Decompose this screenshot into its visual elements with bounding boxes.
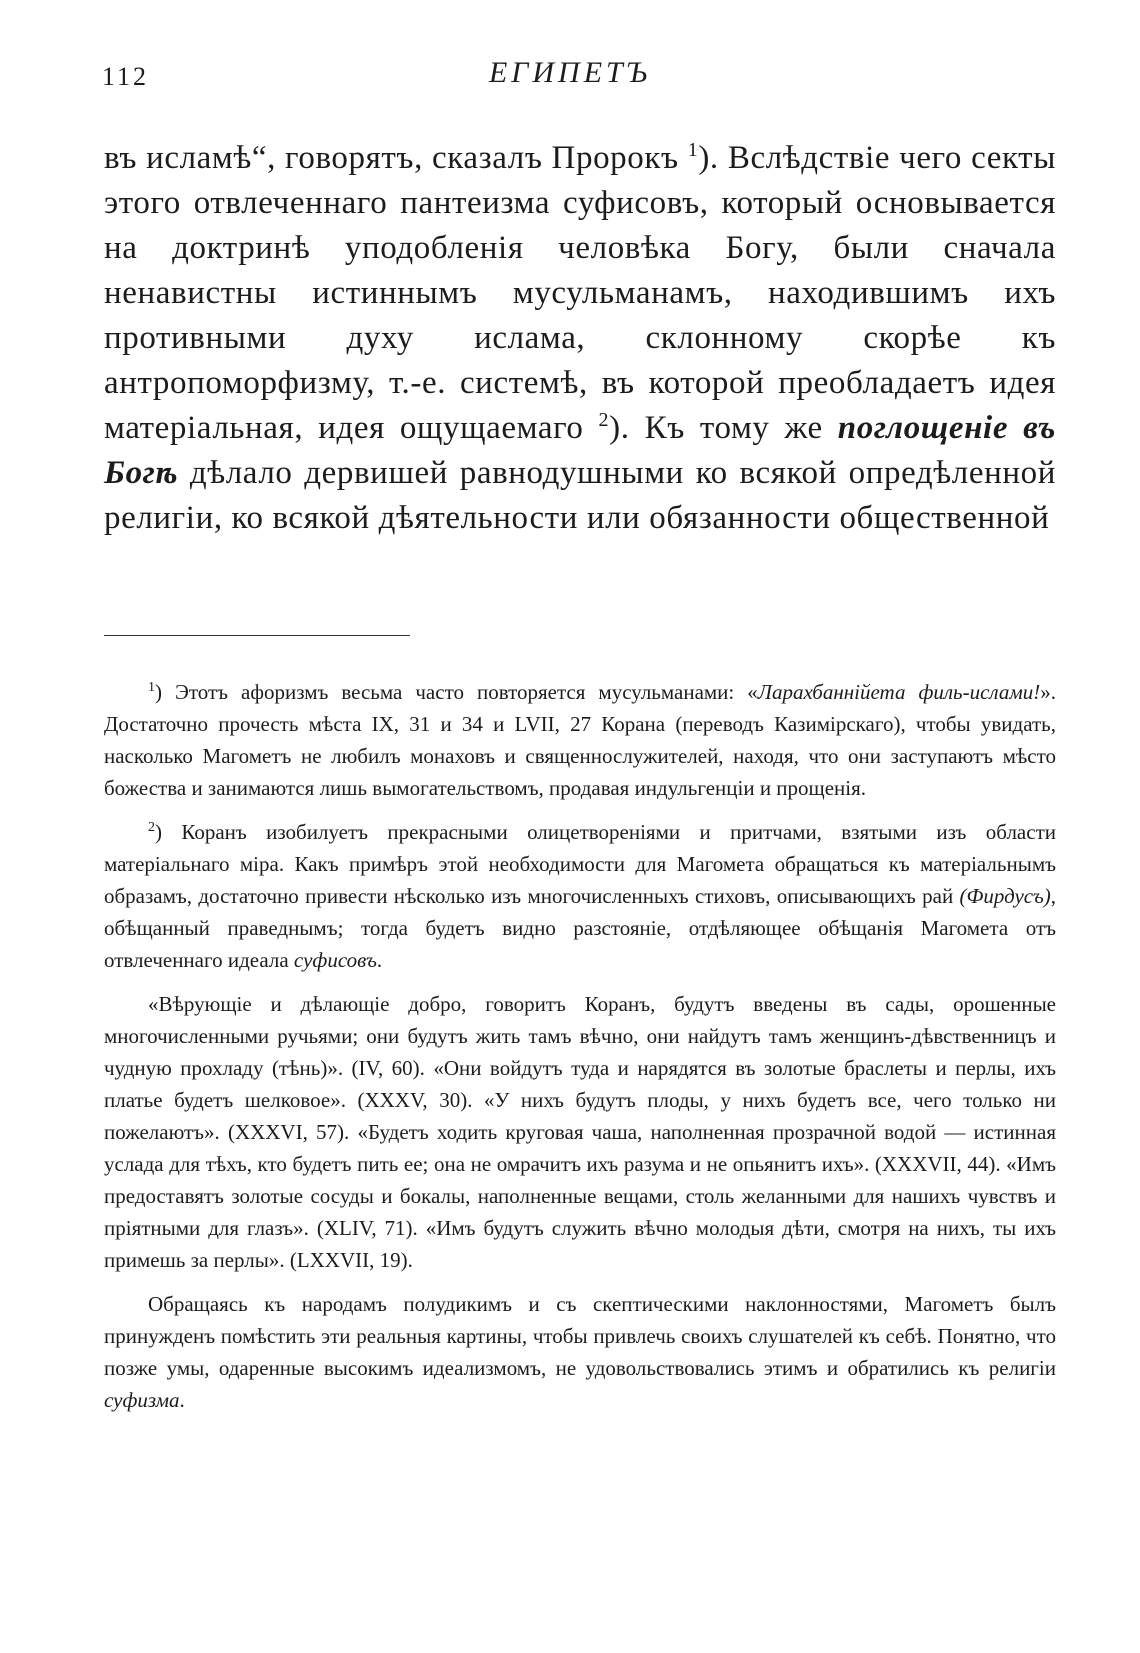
footnote-1-quote: Ларахбаннійета филь-ислами! [757, 680, 1041, 704]
main-text-segment-4: дѣлало дервишей равнодушными ко всякой опредѣленной религіи, ко всякой дѣятельности или обязанности общественной [104, 455, 1056, 536]
main-text-segment-3: ). Къ тому же [609, 410, 838, 446]
footnote-last-text-b: . [179, 1388, 185, 1412]
footnote-2-text-a: ) Коранъ изобилуетъ прекрасными олицетвореніями и притчами, взятыми изъ области матеріальнаго міра. Какъ примѣръ этой необходимости для Магомета обращаться къ матеріальнымъ образамъ, достаточно привести нѣсколько изъ многочисленныхъ стиховъ, описывающихъ рай [104, 820, 1056, 908]
emphasized-phrase: поглощеніе въ Богѣ [104, 410, 1056, 491]
running-title: ЕГИПЕТЪ [488, 56, 651, 89]
footnote-1 [104, 676, 1056, 804]
footnote-2-marker: 2 [148, 820, 155, 835]
footnote-2-text-b: , обѣщанный праведнымъ; тогда будетъ видно разстояніе, отдѣляющее обѣщанія Магомета отъ отвлеченнаго идеала [104, 884, 1056, 972]
footnote-2-text-c: . [376, 948, 383, 972]
footnote-ref-1: 1 [687, 139, 699, 161]
footnotes [104, 676, 1056, 1416]
main-text-segment-1: въ исламѣ“, говорятъ, сказалъ Пророкъ [104, 140, 688, 176]
page-number: 112 [102, 62, 150, 91]
footnote-2-firdus: (Фирдусъ) [959, 884, 1051, 908]
footnote-separator [104, 635, 410, 636]
footnote-1-text-b: ». Достаточно прочесть мѣста IX, 31 и 34 и LVII, 27 Корана (переводъ Казимірскаго), чтобы увидать, насколько Магометъ не любилъ монаховъ и священнослужителей, находя, что они заступаютъ мѣсто божества и занимаются лишь вымогательствомъ, продавая индульгенціи и прощенія. [104, 680, 1056, 800]
footnote-quote-paragraph: «Вѣрующіе и дѣлающіе добро, говоритъ Коранъ, будутъ введены въ сады, орошенные многочисленными ручьями; они будутъ жить тамъ вѣчно, они найдутъ тамъ женщинъ-дѣвственницъ и чудную прохладу (тѣнь)». (IV, 60). «Они войдутъ туда и нарядятся въ золотые браслеты и перлы, ихъ платье будетъ шелковое». (XXXV, 30). «У нихъ будутъ плоды, у нихъ будетъ все, чего только ни пожелаютъ». (XXXVI, 57). «Будетъ ходить круговая чаша, наполненная прозрачной водой — истинная услада для тѣхъ, кто будетъ пить ее; она не омрачитъ ихъ разума и не опьянитъ ихъ». (XXXVII, 44). «Имъ предоставятъ золотые сосуды и бокалы, наполненные вещами, столь желанными для нашихъ чувствъ и пріятными для глазъ». (XLIV, 71). «Имъ будутъ служить вѣчно молодыя дѣти, смотря на нихъ, ты ихъ примешь за перлы». (LXXVII, 19). [104, 992, 1056, 1272]
footnote-1-text-a: ) Этотъ афоризмъ весьма часто повторяется мусульманами: « [155, 680, 758, 704]
footnote-1-marker: 1 [148, 680, 155, 695]
footnote-2 [104, 816, 1056, 976]
footnote-last-paragraph [104, 1288, 1056, 1416]
footnote-last-sufism: суфизма [104, 1388, 180, 1412]
footnote-last-text-a: Обращаясь къ народамъ полудикимъ и съ скептическими наклонностями, Магометъ былъ принужденъ помѣстить эти реальныя картины, чтобы привлечь своихъ слушателей къ себѣ. Понятно, что позже умы, одаренные высокимъ идеализмомъ, не удовольствовались этимъ и обратились къ религіи [104, 1292, 1056, 1380]
main-text-segment-2: ). Вслѣдствіе чего секты этого отвлеченнаго пантеизма суфисовъ, который основывается на доктринѣ уподобленія человѣка Богу, были сначала ненавистны истиннымъ мусульманамъ, находившимъ ихъ противными духу ислама, склонному скорѣе къ антропоморфизму, т.-е. системѣ, въ которой преобладаетъ идея матеріальная, идея ощущаемаго [104, 140, 1056, 446]
footnote-ref-2: 2 [598, 409, 610, 431]
main-paragraph [104, 136, 1056, 541]
footnote-2-sufis: суфисовъ [293, 948, 377, 972]
